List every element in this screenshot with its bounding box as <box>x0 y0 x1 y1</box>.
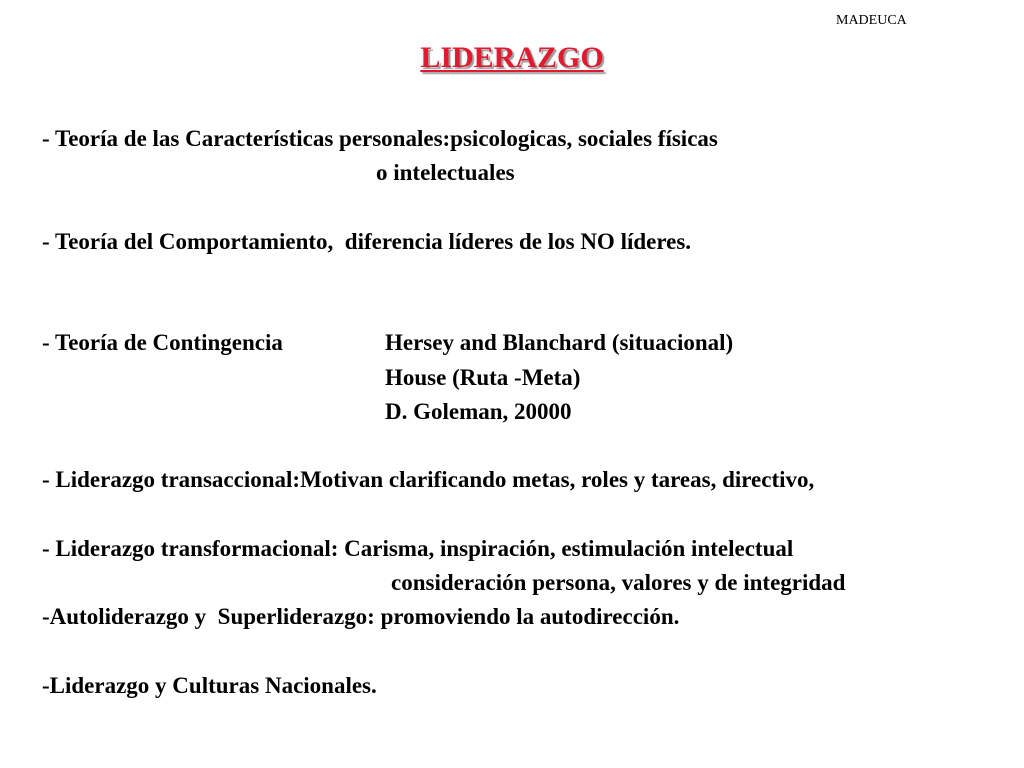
page-title: LIDERAZGO <box>420 41 604 74</box>
caracteristicas-line-2: o intelectuales <box>376 160 515 185</box>
caracteristicas-line-1: - Teoría de las Características personales:psicologicas, sociales físicas <box>42 126 718 151</box>
transformacional-line-1: - Liderazgo transformacional: Carisma, inspiración, estimulación intelectual <box>42 536 794 561</box>
brand-label: MADEUCA <box>836 13 907 28</box>
transformacional-line-2: consideración persona, valores y de integridad <box>391 570 846 595</box>
contingencia-item: House (Ruta -Meta) <box>385 365 581 390</box>
transaccional-line: - Liderazgo transaccional:Motivan clarificando metas, roles y tareas, directivo, <box>42 467 815 492</box>
comportamiento-line: - Teoría del Comportamiento, diferencia líderes de los NO líderes. <box>42 229 692 254</box>
autoliderazgo-line: -Autoliderazgo y Superliderazgo: promoviendo la autodirección. <box>42 604 680 629</box>
contingencia-item: Hersey and Blanchard (situacional) <box>385 330 734 355</box>
contingencia-item: D. Goleman, 20000 <box>385 399 572 424</box>
contingencia-label: - Teoría de Contingencia <box>42 330 283 355</box>
culturas-line: -Liderazgo y Culturas Nacionales. <box>42 673 377 698</box>
